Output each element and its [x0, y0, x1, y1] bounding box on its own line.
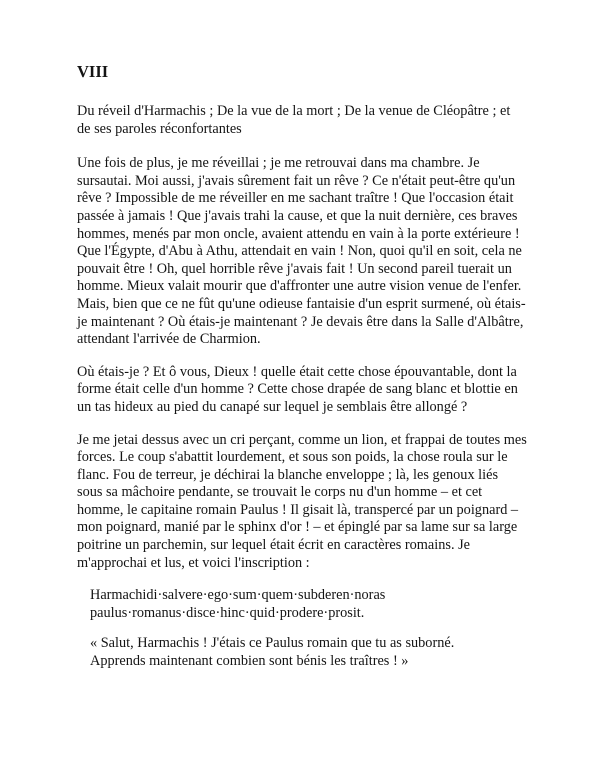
paragraph-2: Où étais-je ? Et ô vous, Dieux ! quelle était cette chose épouvantable, dont la forme était celle d'un homme ? Cette chose drapée de sang blanc et blottie en un tas hideux au pied du canapé sur lequel je semblais être allongé ?: [77, 363, 518, 415]
translation-line-2: Apprends maintenant combien sont bénis les traîtres ! »: [90, 653, 409, 670]
paragraph-1: Une fois de plus, je me réveillai ; je me retrouvai dans ma chambre. Je sursautai. Moi aussi, j'avais sûrement fait un rêve ? Ce n'était peut-être qu'un rêve ? Impossible de me réveiller en me sachant traître ! Que l'occasion était passée à jamais ! Que j'avais trahi la cause, et que la nuit dernière, ces braves hommes, menés par mon oncle, avaient attendu en vain à la porte extérieure ! Que l'Égypte, d'Abu à Athu, attendait en vain ! Non, quoi qu'il en soit, cela ne pouvait être ! Oh, quel horrible rêve j'avais fait ! Un second pareil tuerait un homme. Mieux valait mourir que d'affronter une autre vision venue de l'enfer. Mais, bien que ce ne fût qu'une odieuse fantaisie d'un esprit surmené, où étais-je maintenant ? Où étais-je maintenant ? Je devais être dans la Salle d'Albâtre, attendant l'arrivée de Charmion.: [77, 155, 526, 348]
latin-inscription: [90, 587, 527, 622]
page: [77, 62, 527, 684]
inscription-line-1: Harmachidi·salvere·ego·sum·quem·subderen·noras: [90, 587, 386, 604]
translation-line-1: « Salut, Harmachis ! J'étais ce Paulus romain que tu as suborné.: [90, 635, 455, 652]
inscription-line-2: paulus·romanus·disce·hinc·quid·prodere·prosit.: [90, 604, 365, 621]
paragraph-3: Je me jetai dessus avec un cri perçant, comme un lion, et frappai de toutes mes forces. Le coup s'abattit lourdement, et sous son poids, la chose roula sur le flanc. Fou de terreur, je déchirai la blanche enveloppe ; là, les genoux liés sous sa mâchoire pendante, se trouvait le corps nu d'un homme – et cet homme, le capitaine romain Paulus ! Il gisait là, transpercé par un poignard – mon poignard, manié par le sphinx d'or ! – et épinglé par sa lame sur sa large poitrine un parchemin, sur lequel était écrit en caractères romains. Je m'approchai et lus, et voici l'inscription :: [77, 431, 527, 571]
chapter-subtitle: Du réveil d'Harmachis ; De la vue de la mort ; De la venue de Cléopâtre ; et de ses paroles réconfortantes: [77, 103, 511, 137]
inscription-translation: [90, 635, 527, 670]
chapter-number: VIII: [77, 62, 109, 81]
